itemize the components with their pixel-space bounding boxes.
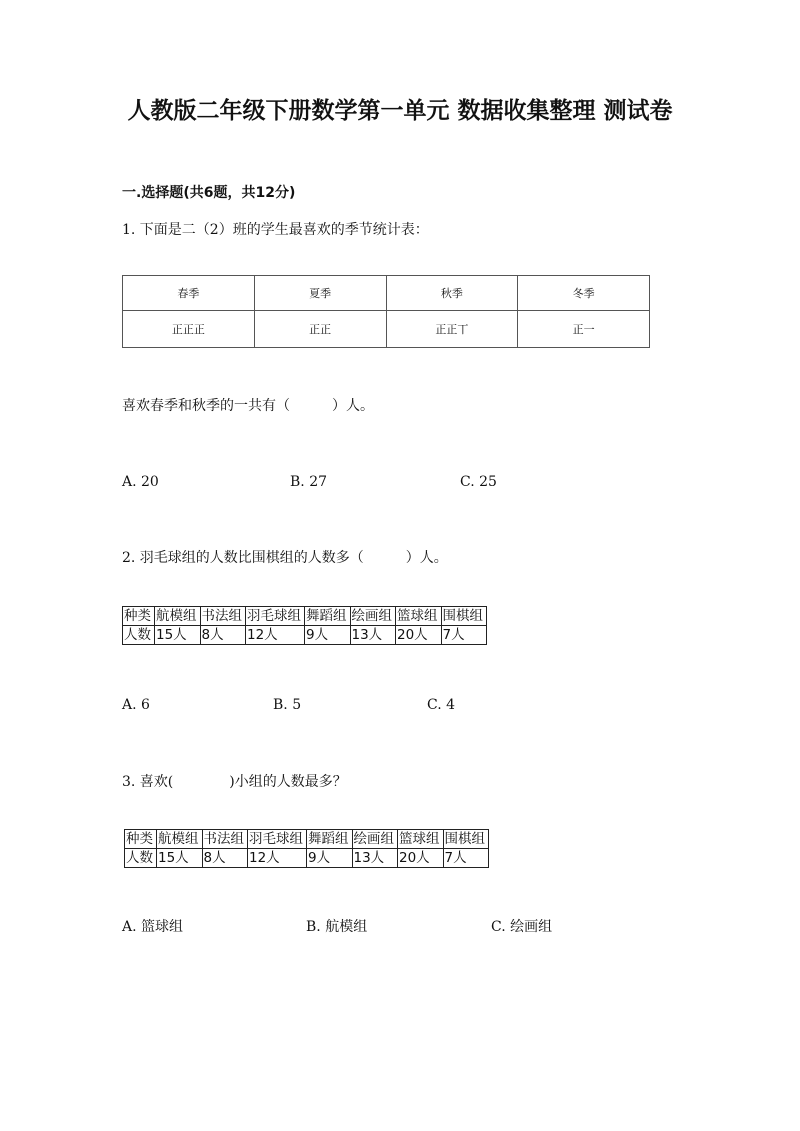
table-header-cell: 秋季	[386, 276, 518, 311]
q3-option-b[interactable]: B. 航模组	[306, 919, 368, 935]
q1-option-b[interactable]: B. 27	[290, 474, 328, 490]
q3-option-a[interactable]: A. 篮球组	[122, 919, 184, 935]
q1-question: 喜欢春季和秋季的一共有（ ）人。	[122, 398, 374, 414]
q1-option-a[interactable]: A. 20	[122, 474, 159, 490]
table-cell: 种类	[125, 830, 157, 849]
q2-group-table	[122, 606, 487, 645]
q1-intro: 1. 下面是二（2）班的学生最喜欢的季节统计表：	[122, 222, 429, 238]
table-cell: 人数	[123, 626, 155, 645]
table-cell: 篮球组	[398, 830, 444, 849]
table-cell: 20人	[398, 849, 444, 868]
table-row	[125, 849, 489, 868]
table-header-cell: 春季	[123, 276, 255, 311]
q3-option-c[interactable]: C. 绘画组	[491, 919, 553, 935]
table-cell: 8人	[200, 626, 246, 645]
table-cell: 人数	[125, 849, 157, 868]
table-cell: 航模组	[155, 607, 201, 626]
table-cell: 羽毛球组	[248, 830, 307, 849]
q2-option-a[interactable]: A. 6	[122, 697, 150, 713]
tally-cell: 正正丅	[386, 311, 518, 348]
page-title: 人教版二年级下册数学第一单元 数据收集整理 测试卷	[127, 98, 673, 124]
table-cell: 15人	[157, 849, 203, 868]
table-cell: 羽毛球组	[246, 607, 305, 626]
table-cell: 书法组	[200, 607, 246, 626]
table-row	[123, 276, 650, 311]
table-cell: 9人	[307, 849, 353, 868]
table-cell: 舞蹈组	[305, 607, 351, 626]
table-cell: 8人	[202, 849, 248, 868]
table-cell: 书法组	[202, 830, 248, 849]
table-row	[123, 607, 487, 626]
table-cell: 7人	[443, 849, 489, 868]
table-cell: 围棋组	[443, 830, 489, 849]
table-cell: 20人	[396, 626, 442, 645]
table-cell: 13人	[352, 849, 398, 868]
table-cell: 绘画组	[350, 607, 396, 626]
table-cell: 围棋组	[441, 607, 487, 626]
q2-option-c[interactable]: C. 4	[427, 697, 456, 713]
table-row	[125, 830, 489, 849]
tally-cell: 正一	[518, 311, 650, 348]
q1-option-c[interactable]: C. 25	[460, 474, 497, 490]
table-cell: 13人	[350, 626, 396, 645]
table-header-cell: 冬季	[518, 276, 650, 311]
table-cell: 15人	[155, 626, 201, 645]
table-cell: 种类	[123, 607, 155, 626]
table-cell: 篮球组	[396, 607, 442, 626]
q3-question: 3. 喜欢( )小组的人数最多？	[122, 774, 347, 790]
table-cell: 12人	[248, 849, 307, 868]
q3-group-table	[124, 829, 489, 868]
table-cell: 舞蹈组	[307, 830, 353, 849]
q2-question: 2. 羽毛球组的人数比围棋组的人数多（ ）人。	[122, 550, 448, 566]
table-cell: 9人	[305, 626, 351, 645]
table-cell: 12人	[246, 626, 305, 645]
table-cell: 航模组	[157, 830, 203, 849]
season-tally-table	[122, 275, 650, 348]
q2-option-b[interactable]: B. 5	[273, 697, 302, 713]
section-heading: 一.选择题(共6题，共12分)	[122, 185, 296, 201]
table-header-cell: 夏季	[254, 276, 386, 311]
table-row	[123, 311, 650, 348]
tally-cell: 正正正	[123, 311, 255, 348]
table-cell: 绘画组	[352, 830, 398, 849]
table-cell: 7人	[441, 626, 487, 645]
tally-cell: 正正	[254, 311, 386, 348]
table-row	[123, 626, 487, 645]
